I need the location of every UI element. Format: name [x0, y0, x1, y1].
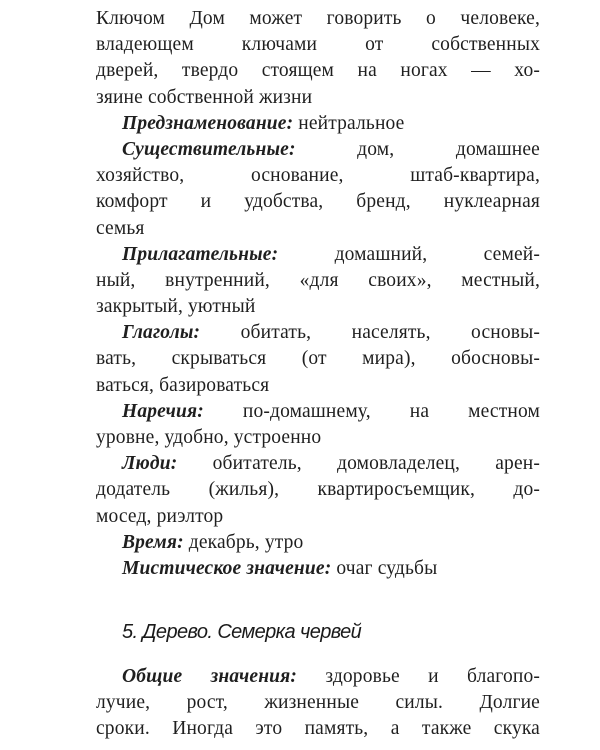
adjectives-line: ный, внутренний, «для своих», местный, — [96, 269, 540, 291]
general-label: Общие значения: — [122, 666, 298, 687]
nouns-line: хозяйство, основание, штаб-квартира, — [96, 165, 540, 187]
nouns-label: Существительные: — [122, 138, 296, 160]
nouns-value: дом, домашнее — [295, 138, 540, 160]
verbs-value: обитать, населять, основы- — [200, 322, 540, 344]
adjectives-value: домашний, семей- — [278, 243, 540, 265]
verbs-entry — [96, 320, 540, 346]
time-label: Время: — [122, 531, 184, 553]
mystic-label: Мистическое значение: — [122, 557, 332, 579]
general-line: сроки. Иногда это память, а также скука — [96, 718, 540, 740]
general-meanings-block — [96, 664, 540, 743]
adjectives-label: Прилагательные: — [122, 243, 279, 265]
mystic-value: очаг судьбы — [331, 557, 438, 579]
people-line: додатель (жилья), квартиросъемщик, до- — [96, 479, 540, 501]
time-entry — [96, 530, 540, 556]
portent-value: нейтральное — [293, 112, 405, 134]
people-entry — [96, 451, 540, 477]
general-value: здоровье и благопо- — [297, 666, 540, 687]
nouns-entry — [96, 137, 540, 163]
intro-line: зяине собственной жизни — [96, 86, 313, 108]
adverbs-value: по-домашнему, на местном — [203, 400, 540, 422]
intro-line: дверей, твердо стоящем на ногах — хо- — [96, 60, 540, 82]
section-heading: 5. Дерево. Семерка червей — [122, 621, 362, 643]
people-label: Люди: — [122, 453, 178, 475]
verbs-line: вать, скрываться (от мира), обосновы- — [96, 348, 540, 370]
intro-line: Ключом Дом может говорить о человеке, — [96, 8, 540, 29]
adverbs-label: Наречия: — [122, 400, 204, 422]
entry-text-block — [96, 6, 540, 582]
verbs-line: ваться, базироваться — [96, 374, 270, 396]
verbs-label: Глаголы: — [122, 322, 201, 344]
adverbs-line: уровне, удобно, устроенно — [96, 427, 322, 448]
adjectives-entry — [96, 242, 540, 268]
time-value: декабрь, утро — [183, 531, 304, 553]
general-entry — [96, 664, 540, 690]
nouns-line: семья — [96, 217, 145, 239]
mystic-entry — [96, 556, 540, 582]
adverbs-entry — [96, 399, 540, 425]
people-line: мосед, риэлтор — [96, 505, 224, 527]
intro-line: владеющем ключами от собственных — [96, 34, 540, 56]
nouns-line: комфорт и удобства, бренд, нуклеарная — [96, 191, 540, 213]
people-value: обитатель, домовладелец, арен- — [177, 453, 540, 475]
general-line: лучие, рост, жизненные силы. Долгие — [96, 692, 540, 714]
adjectives-line: закрытый, уютный — [96, 296, 256, 318]
portent-label: Предзнаменование: — [122, 112, 294, 134]
portent-entry — [96, 111, 540, 137]
